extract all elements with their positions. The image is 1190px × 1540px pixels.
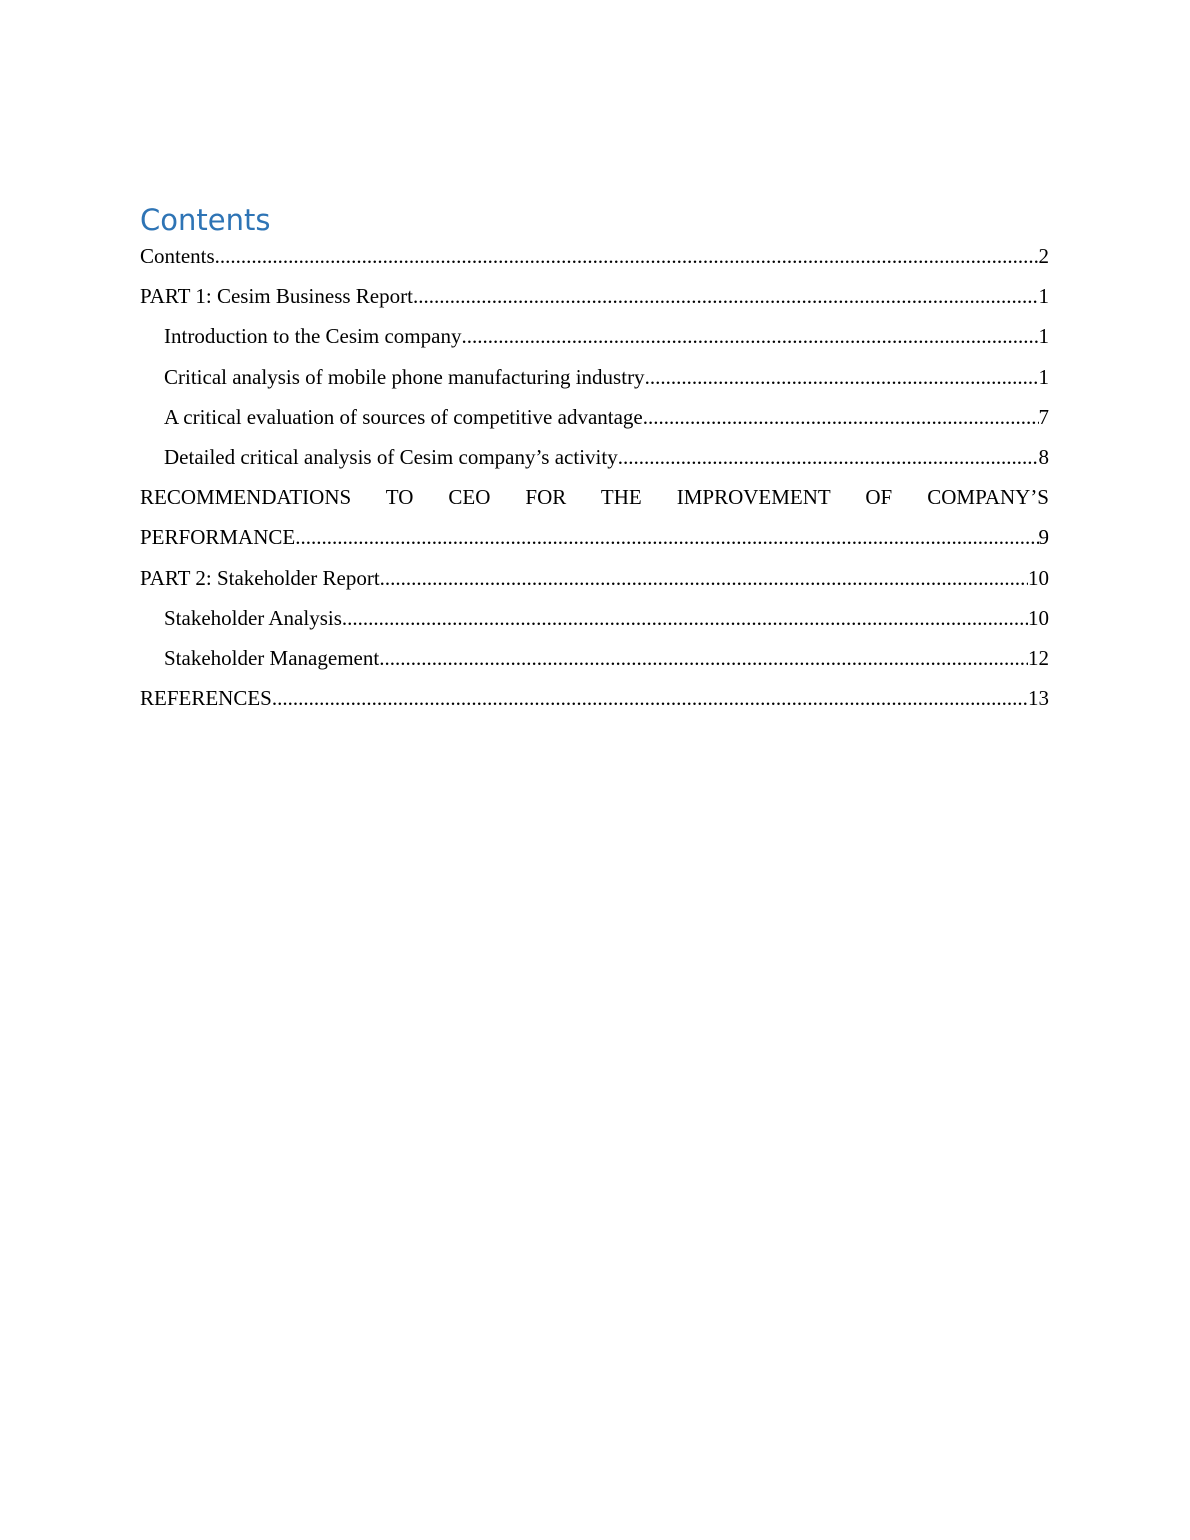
table-of-contents	[140, 236, 1049, 718]
toc-entry-company-activity[interactable]	[140, 437, 1049, 477]
toc-entry-contents[interactable]	[140, 236, 1049, 276]
toc-dot-leader	[380, 558, 1028, 598]
toc-entry-part-2[interactable]	[140, 558, 1049, 598]
toc-entry-title: PERFORMANCE	[140, 525, 296, 550]
toc-entry-recommendations-line-1[interactable]	[140, 477, 1049, 517]
toc-dot-leader	[413, 276, 1039, 316]
toc-entry-page: 10	[1028, 565, 1049, 590]
toc-entry-page: 9	[1038, 525, 1049, 550]
toc-entry-title: Stakeholder Analysis	[164, 605, 342, 630]
toc-entry-title: Contents	[140, 244, 215, 268]
toc-entry-title: Introduction to the Cesim company	[164, 324, 462, 349]
toc-entry-page: 8	[1038, 444, 1049, 469]
toc-dot-leader	[618, 437, 1039, 477]
toc-entry-page: 2	[1038, 244, 1049, 268]
toc-dot-leader	[461, 316, 1038, 356]
toc-entry-title: Detailed critical analysis of Cesim company’s activity	[164, 444, 618, 469]
toc-dot-leader	[342, 598, 1028, 638]
toc-entry-introduction[interactable]	[140, 316, 1049, 356]
toc-entry-stakeholder-analysis[interactable]	[140, 598, 1049, 638]
toc-entry-page: 1	[1038, 324, 1049, 349]
toc-entry-part-1[interactable]	[140, 276, 1049, 316]
toc-entry-title: PART 1: Cesim Business Report	[140, 284, 413, 309]
toc-entry-title: PART 2: Stakeholder Report	[140, 565, 380, 590]
toc-entry-recommendations-line-2[interactable]	[140, 517, 1049, 557]
toc-entry-title: RECOMMENDATIONS TO CEO FOR THE IMPROVEMENT OF COMPANY’S	[140, 485, 1049, 510]
toc-dot-leader	[272, 678, 1028, 718]
toc-entry-title: A critical evaluation of sources of competitive advantage	[164, 404, 643, 429]
toc-entry-page: 1	[1038, 364, 1049, 389]
toc-entry-page: 1	[1038, 284, 1049, 309]
toc-dot-leader	[645, 357, 1039, 397]
toc-entry-stakeholder-management[interactable]	[140, 638, 1049, 678]
toc-heading: Contents	[140, 203, 271, 237]
toc-entry-title: Critical analysis of mobile phone manufacturing industry	[164, 364, 645, 389]
toc-dot-leader	[643, 397, 1039, 437]
toc-entry-title: Stakeholder Management	[164, 645, 380, 670]
toc-entry-page: 10	[1028, 605, 1049, 630]
toc-entry-references[interactable]	[140, 678, 1049, 718]
toc-entry-page: 13	[1028, 686, 1049, 711]
toc-dot-leader	[379, 638, 1028, 678]
toc-dot-leader	[295, 517, 1038, 557]
toc-entry-title: REFERENCES	[140, 686, 272, 711]
toc-entry-competitive-advantage[interactable]	[140, 397, 1049, 437]
toc-entry-industry-analysis[interactable]	[140, 357, 1049, 397]
toc-entry-page: 12	[1028, 645, 1049, 670]
toc-entry-page: 7	[1038, 404, 1049, 429]
toc-dot-leader	[215, 236, 1039, 276]
